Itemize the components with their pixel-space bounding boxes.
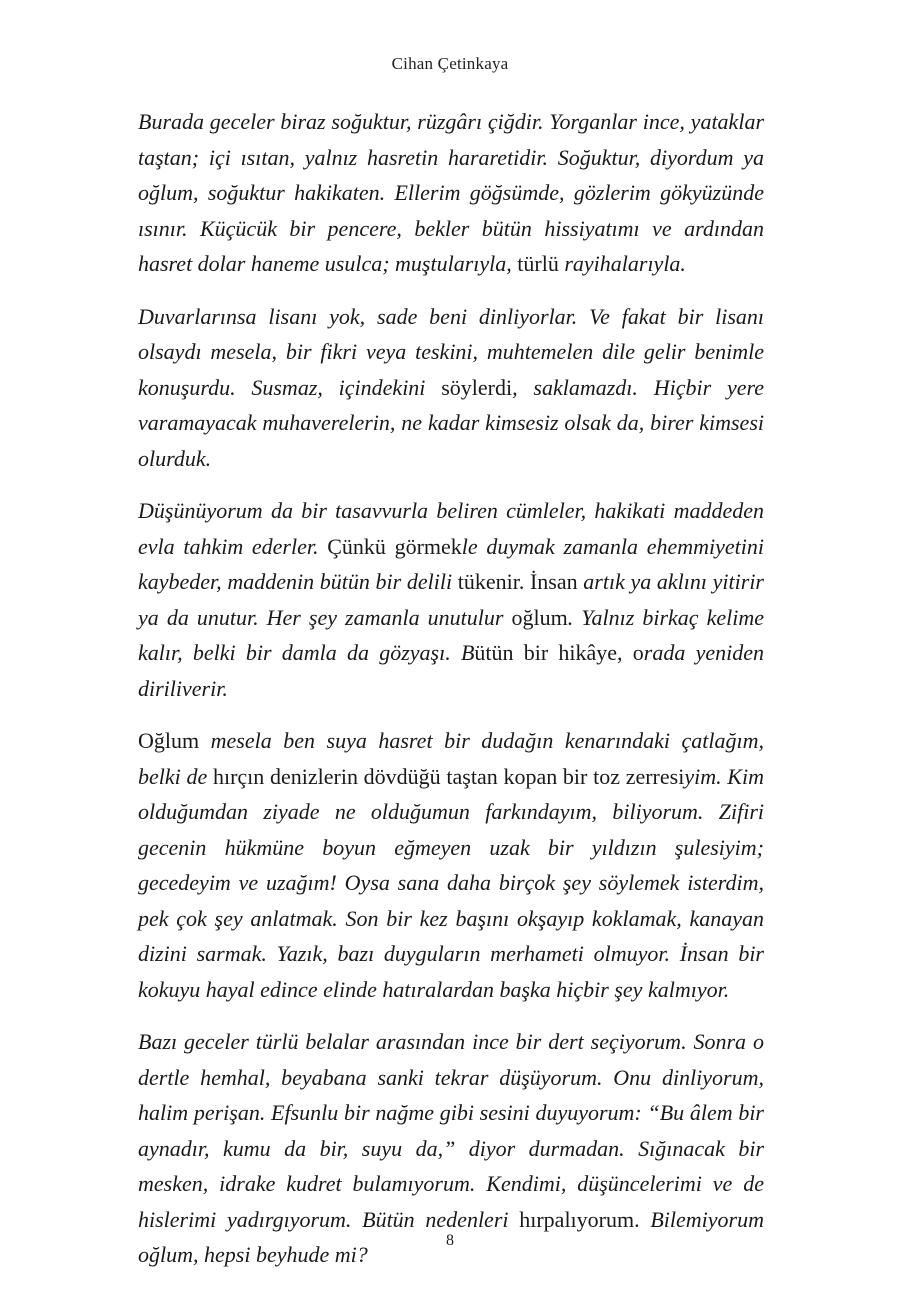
italic-text-run: , saklamazdı. Hiçbir yere varamayacak muhaverelerin, ne kadar kimsesiz olsak da, birer kimsesi olurduk. — [138, 374, 765, 471]
paragraph — [138, 723, 764, 1007]
upright-text-run: hırçın denizlerin dövdüğü taştan kopan bir toz zerresi — [212, 763, 685, 789]
upright-text-run: söylerdi — [441, 374, 513, 400]
upright-text-run: oğlum — [511, 604, 568, 630]
upright-text-run: hırpalıyorum. — [519, 1206, 651, 1232]
page-body — [138, 104, 764, 1290]
running-header-author: Cihan Çetinkaya — [391, 54, 509, 73]
upright-text-run: tükenir. İnsan — [457, 569, 584, 594]
italic-text-run: Bazı geceler türlü belalar arasından ince bir dert seçiyorum. Sonra o dertle hemhal, beyabana sanki tekrar düşüyorum. Onu dinliyorum, halim perişan. Efsunlu bir nağme gibi sesini duyuyorum: “Bu âlem bir aynadır, kumu da bir, suyu da,” diyor durmadan. Sığınacak bir mesken, idrake kudret bulamıyorum. Kendimi, düşüncelerimi ve de hislerimi yadırgıyorum. Bütün nedenleri — [138, 1029, 764, 1232]
upright-text-run: ütün bir hikâye, o — [474, 640, 644, 665]
italic-text-run: rada yeniden diriliverir. — [138, 640, 764, 701]
upright-text-run: Oğlum — [138, 728, 211, 753]
italic-text-run: artık ya aklını yitirir ya da unutur. Her şey zamanla unutulur — [138, 569, 764, 630]
italic-text-run: Düşünüyorum da bir tasavvurla beliren cümleler, hakikati maddeden evla tahkim ederler. — [138, 498, 764, 559]
paragraph — [138, 299, 764, 477]
italic-text-run: mesela ben suya hasret bir dudağın kenarındaki çatlağım, belki de — [138, 728, 764, 789]
italic-text-run: yim. Kim olduğumdan ziyade ne olduğumun farkındayım, biliyorum. Zifiri gecenin hükmüne boyun eğmeyen uzak bir yıldızın şulesiyim; gecedeyim ve uzağım! Oysa sana daha birçok şey söylemek isterdim, pek çok şey anlatmak. Son bir kez başını okşayıp koklamak, kanayan dizini sarmak. Yazık, bazı duyguların merhameti olmuyor. İnsan bir kokuyu hayal edince elinde hatıralardan başka hiçbir şey kalmıyor. — [138, 763, 764, 1002]
italic-text-run: Bilemiyorum oğlum, hepsi beyhude mi? — [138, 1206, 764, 1267]
paragraph — [138, 104, 764, 282]
upright-text-run: türlü — [517, 251, 565, 276]
page-number: 8 — [446, 1232, 454, 1249]
upright-text-run: Çünkü görmek — [327, 533, 462, 559]
italic-text-run: . Yalnız birkaç kelime kalır, belki bir damla da gözyaşı. B — [138, 604, 764, 665]
italic-text-run: Duvarlarınsa lisanı yok, sade beni dinliyorlar. Ve fakat bir lisanı olsaydı mesela, bir fikri veya teskini, muhtemelen dile gelir benimle konuşurdu. Susmaz, içindekini — [138, 303, 764, 400]
italic-text-run: Burada geceler biraz soğuktur, rüzgârı çiğdir. Yorganlar ince, yataklar taştan; içi ısıtan, yalnız hasretin hararetidir. Soğuktur, diyordum ya oğlum, soğuktur hakikaten. Ellerim göğsümde, gözlerim gökyüzünde ısınır. Küçücük bir pencere, bekler bütün hissiyatımı ve ardından hasret dolar haneme usulca; muştularıyla, — [138, 109, 764, 276]
italic-text-run: rayihalarıyla. — [564, 251, 686, 276]
italic-text-run: le duymak zamanla ehemmiyetini kaybeder, maddenin bütün bir delili — [138, 533, 765, 594]
paragraph — [138, 493, 764, 706]
